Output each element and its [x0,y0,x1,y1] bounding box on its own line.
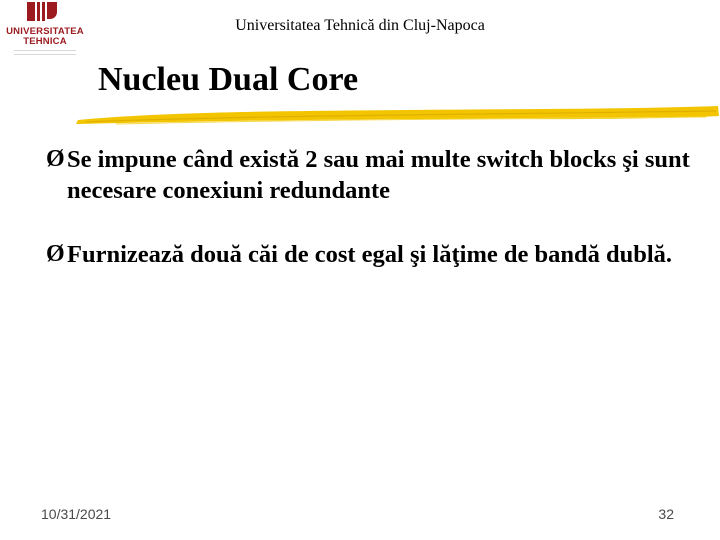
header-institution: Universitatea Tehnică din Cluj-Napoca [235,17,485,34]
bullet-item [46,239,698,270]
logo-text-line2: TEHNICA [23,36,67,47]
bullet-text: Furnizează două căi de cost egal şi lăţime de bandă dublă. [67,241,673,268]
page-number: 32 [658,506,674,522]
title-underline-brushstroke [76,102,720,130]
bullet-text: Se impune când există 2 sau mai multe switch blocks şi sunt necesare conexiuni redundante [67,146,690,204]
footer-date: 10/31/2021 [41,506,112,522]
logo-subtitle-lines [14,50,76,55]
arrow-bullet-icon: Ø [46,241,65,267]
bullet-item [46,144,698,206]
logo-text-line1: UNIVERSITATEA [6,26,84,37]
slide-content [46,144,698,303]
arrow-bullet-icon: Ø [46,146,65,172]
slide-title: Nucleu Dual Core [98,61,359,98]
